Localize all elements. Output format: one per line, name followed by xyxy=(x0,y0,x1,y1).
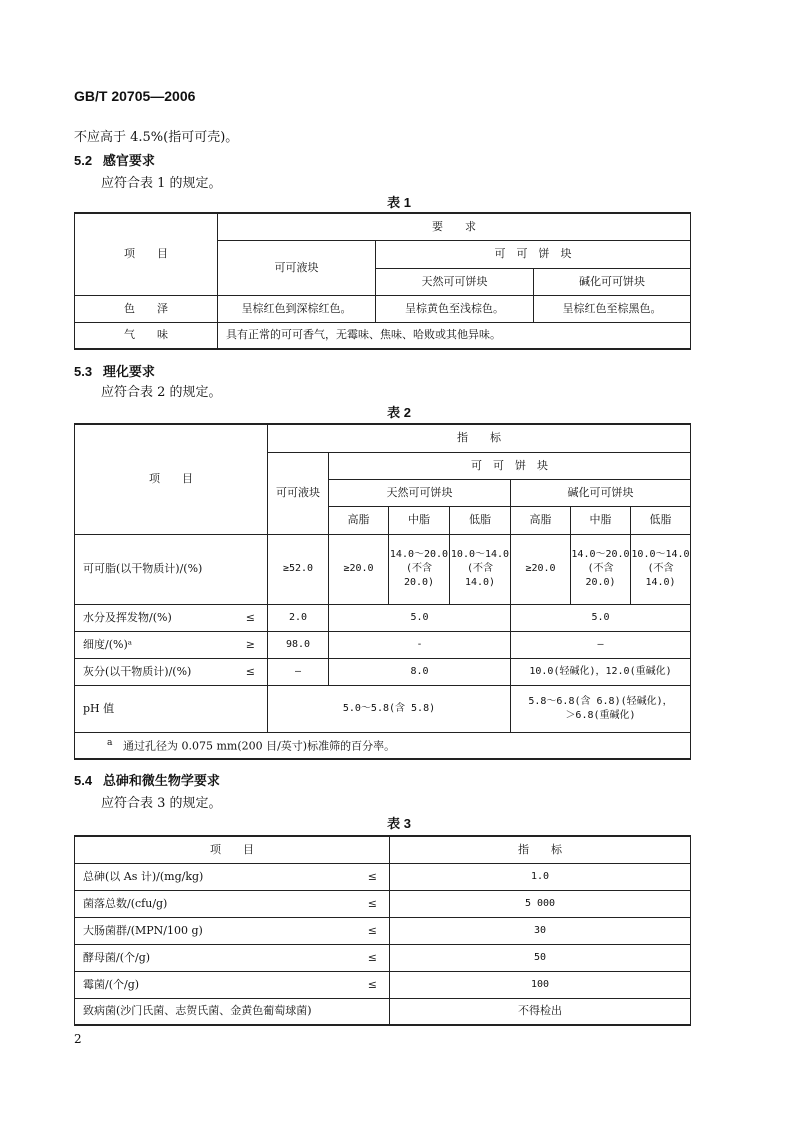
cell xyxy=(571,534,631,604)
footnote-mark: a xyxy=(107,737,113,749)
cell: ≥20.0 xyxy=(329,534,389,604)
cell xyxy=(450,534,511,604)
cell: 不得检出 xyxy=(390,998,691,1025)
cell xyxy=(389,534,450,604)
header-mid-fat: 中脂 xyxy=(389,506,450,534)
cell-line: 10.0～14.0 xyxy=(631,549,690,560)
le-sign: ≤ xyxy=(367,923,377,937)
cell-line: 5.8～6.8(含 6.8)(轻碱化)， xyxy=(528,695,673,707)
table-row xyxy=(75,534,691,604)
cell-line: 14.0～20.0 xyxy=(571,549,630,560)
table-row xyxy=(75,604,691,631)
table2-header-item: 项 目 xyxy=(75,424,268,534)
cell: 5 000 xyxy=(390,890,691,917)
section-5-4-text: 应符合表 3 的规定。 xyxy=(101,796,222,811)
cell xyxy=(511,685,691,732)
table3-header-index: 指 标 xyxy=(390,836,691,863)
cell: 5.0 xyxy=(329,604,511,631)
cell-line: (不含 14.0) xyxy=(645,563,676,588)
table-row xyxy=(75,295,691,322)
cell: 30 xyxy=(390,917,691,944)
table2 xyxy=(74,423,691,760)
table-row xyxy=(75,998,691,1025)
table2-caption: 表 2 xyxy=(387,405,411,420)
table1 xyxy=(74,212,691,350)
table-row xyxy=(75,971,691,998)
le-sign: ≤ xyxy=(245,610,255,624)
section-number: 5.4 xyxy=(74,773,93,788)
cell: 呈棕红色至棕黑色。 xyxy=(534,295,691,322)
row-label xyxy=(75,863,390,890)
table1-header-requirement: 要 求 xyxy=(218,213,691,240)
row-label xyxy=(75,971,390,998)
section-title: 感官要求 xyxy=(102,153,155,168)
table2-header-alkalized: 碱化可可饼块 xyxy=(511,479,691,506)
row-name: 灰分(以干物质计)/(%) xyxy=(83,664,192,678)
row-label xyxy=(75,631,268,658)
header-high-fat: 高脂 xyxy=(511,506,571,534)
header-high-fat: 高脂 xyxy=(329,506,389,534)
table1-header-alkalized: 碱化可可饼块 xyxy=(534,268,691,295)
table-row xyxy=(75,917,691,944)
cell: 10.0(轻碱化)，12.0(重碱化) xyxy=(511,658,691,685)
page-number: 2 xyxy=(74,1032,82,1046)
standard-id: GB/T 20705—2006 xyxy=(74,88,196,104)
cell xyxy=(631,534,691,604)
cell: ≥20.0 xyxy=(511,534,571,604)
header-low-fat: 低脂 xyxy=(631,506,691,534)
table-row xyxy=(75,944,691,971)
le-sign: ≤ xyxy=(367,869,377,883)
section-5-2-text: 应符合表 1 的规定。 xyxy=(101,176,222,191)
cell-line: (不含 14.0) xyxy=(464,563,496,588)
table1-header-cake: 可 可 饼 块 xyxy=(376,240,691,268)
row-name: 酵母菌/(个/g) xyxy=(83,950,151,964)
row-name: 菌落总数/(cfu/g) xyxy=(83,896,168,910)
row-label: 可可脂(以干物质计)/(%) xyxy=(75,534,268,604)
cell-line: (不含 20.0) xyxy=(403,563,435,588)
section-title: 总砷和微生物学要求 xyxy=(102,773,220,788)
row-name: 细度/(%)ᵃ xyxy=(83,637,132,651)
table-footnote-row xyxy=(75,732,691,759)
cell: 50 xyxy=(390,944,691,971)
cell: 8.0 xyxy=(329,658,511,685)
table-row xyxy=(75,658,691,685)
row-name: 霉菌/(个/g) xyxy=(83,977,140,991)
table3-caption: 表 3 xyxy=(387,816,411,831)
table-row xyxy=(75,685,691,732)
cell: 5.0 xyxy=(511,604,691,631)
row-name: 总砷(以 As 计)/(mg/kg) xyxy=(83,869,204,883)
cell-line: 10.0～14.0 xyxy=(450,549,510,560)
row-name: 致病菌(沙门氏菌、志贺氏菌、金黄色葡萄球菌) xyxy=(83,1004,312,1018)
cell-line: (不含 20.0) xyxy=(585,563,616,588)
cell: 98.0 xyxy=(268,631,329,658)
table-footnote xyxy=(75,732,691,759)
row-label: pH 值 xyxy=(75,685,268,732)
le-sign: ≤ xyxy=(245,664,255,678)
cell-line: ＞6.8(重碱化) xyxy=(565,709,636,721)
section-title: 理化要求 xyxy=(102,364,155,379)
row-label xyxy=(75,998,390,1025)
le-sign: ≤ xyxy=(367,977,377,991)
section-5-2-heading xyxy=(74,150,155,169)
footnote-text: 通过孔径为 0.075 mm(200 目/英寸)标准筛的百分率。 xyxy=(122,740,396,754)
cell: — xyxy=(268,658,329,685)
section-5-4-heading xyxy=(74,770,220,789)
cell: 呈棕红色到深棕红色。 xyxy=(218,295,376,322)
row-label xyxy=(75,944,390,971)
ge-sign: ≥ xyxy=(245,637,255,651)
table-row xyxy=(75,863,691,890)
row-label xyxy=(75,604,268,631)
section-5-3-text: 应符合表 2 的规定。 xyxy=(101,385,222,400)
table2-header-cake: 可 可 饼 块 xyxy=(329,452,691,479)
row-name: 水分及挥发物/(%) xyxy=(83,610,172,624)
cell: 100 xyxy=(390,971,691,998)
cell: 呈棕黄色至浅棕色。 xyxy=(376,295,534,322)
table1-header-liquor: 可可液块 xyxy=(218,240,376,295)
table2-header-liquor: 可可液块 xyxy=(268,452,329,534)
row-name: 大肠菌群/(MPN/100 g) xyxy=(83,923,203,937)
row-label xyxy=(75,658,268,685)
header-mid-fat: 中脂 xyxy=(571,506,631,534)
table1-header-natural: 天然可可饼块 xyxy=(376,268,534,295)
table1-caption: 表 1 xyxy=(387,195,411,210)
header-low-fat: 低脂 xyxy=(450,506,511,534)
section-5-3-heading xyxy=(74,361,155,380)
table3-header-item: 项 目 xyxy=(75,836,390,863)
row-label: 色 泽 xyxy=(75,295,218,322)
cell: 1.0 xyxy=(390,863,691,890)
cell: 5.0～5.8(含 5.8) xyxy=(268,685,511,732)
table3 xyxy=(74,835,691,1026)
intro-text: 不应高于 4.5%(指可可壳)。 xyxy=(74,130,239,145)
section-number: 5.3 xyxy=(74,364,93,379)
row-label: 气 味 xyxy=(75,322,218,349)
table-row xyxy=(75,631,691,658)
le-sign: ≤ xyxy=(367,950,377,964)
section-number: 5.2 xyxy=(74,153,93,168)
cell: - xyxy=(329,631,511,658)
cell: ≥52.0 xyxy=(268,534,329,604)
table2-header-index: 指 标 xyxy=(268,424,691,452)
cell: 2.0 xyxy=(268,604,329,631)
table-row xyxy=(75,322,691,349)
cell: 具有正常的可可香气，无霉味、焦味、哈败或其他异味。 xyxy=(218,322,691,349)
row-label xyxy=(75,890,390,917)
table2-header-natural: 天然可可饼块 xyxy=(329,479,511,506)
table1-header-item: 项 目 xyxy=(75,213,218,295)
cell-line: 14.0～20.0 xyxy=(389,549,449,560)
le-sign: ≤ xyxy=(367,896,377,910)
cell: — xyxy=(511,631,691,658)
table-row xyxy=(75,890,691,917)
row-label xyxy=(75,917,390,944)
